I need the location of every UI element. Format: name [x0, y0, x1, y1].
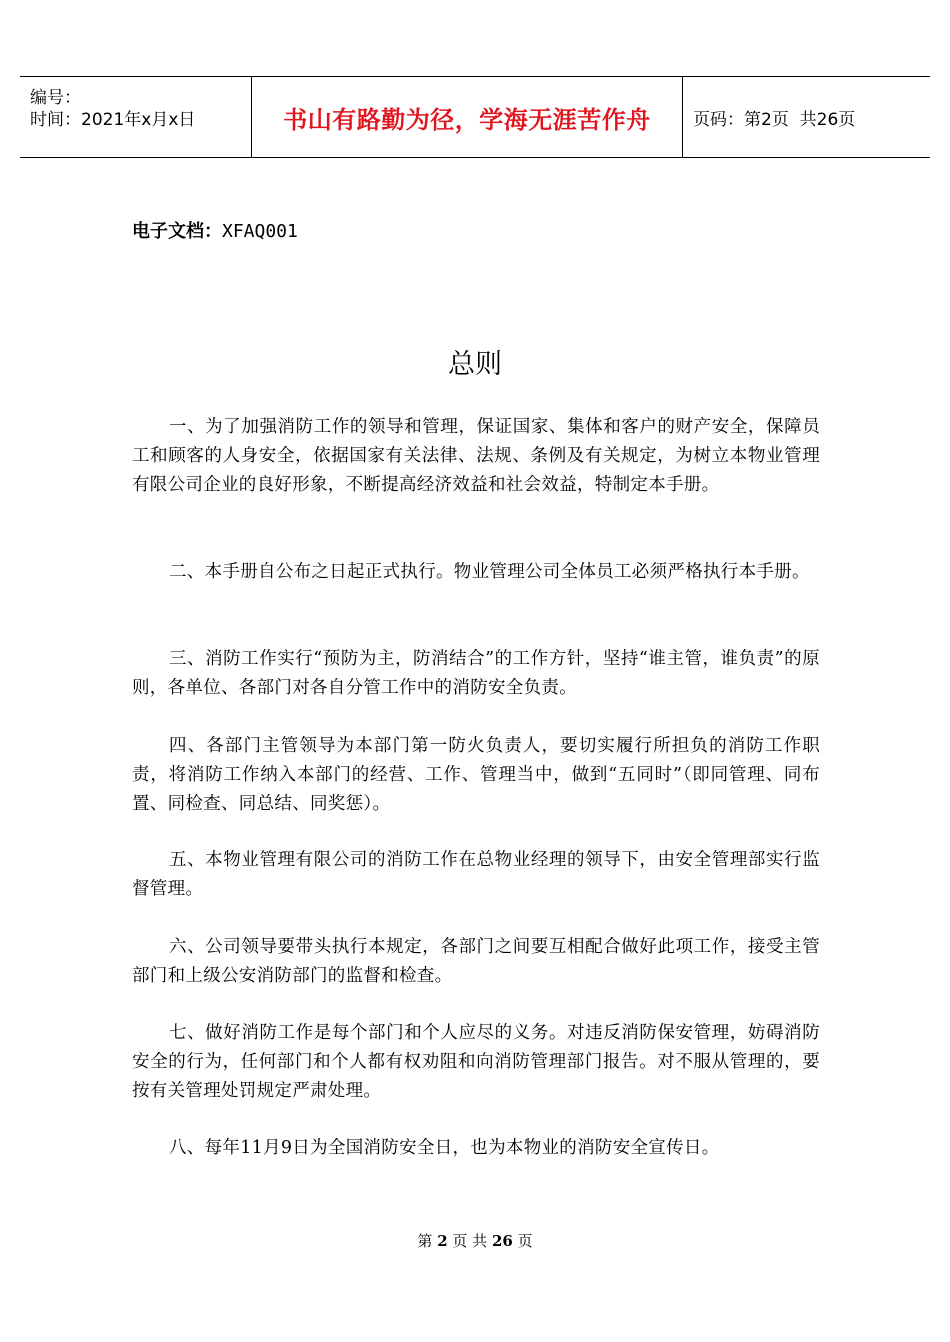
page-title: 总则 — [448, 349, 502, 380]
page-header — [20, 76, 930, 158]
document-time: 时间：2021年x月x日 — [30, 110, 196, 130]
paragraph: 六、公司领导要带头执行本规定，各部门之间要互相配合做好此项工作，接受主管部门和上级公安消防部门的监督和检查。 — [132, 937, 820, 986]
paragraph: 五、本物业管理有限公司的消防工作在总物业经理的领导下，由安全管理部实行监督管理。 — [132, 850, 820, 899]
paragraph: 一、为了加强消防工作的领导和管理，保证国家、集体和客户的财产安全，保障员工和顾客的人身安全，依据国家有关法律、法规、条例及有关规定，为树立本物业管理有限公司企业的良好形象，不断提高经济效益和社会效益，特制定本手册。 — [132, 417, 820, 495]
page-footer — [0, 1230, 950, 1251]
document-id-label: 电子文档： — [132, 221, 222, 242]
document-id — [132, 217, 298, 243]
footer-suffix: 页 — [512, 1232, 533, 1250]
paragraph: 八、每年11月9日为全国消防安全日，也为本物业的消防安全宣传日。 — [169, 1138, 720, 1158]
footer-current-page: 2 — [437, 1232, 448, 1250]
header-page-info: 页码：第2页 共26页 — [693, 109, 856, 130]
document-number-label: 编号： — [30, 88, 81, 108]
footer-total-pages: 26 — [491, 1232, 513, 1250]
header-motto: 书山有路勤为径，学海无涯苦作舟 — [252, 77, 683, 157]
header-meta — [20, 77, 252, 157]
paragraph: 七、做好消防工作是每个部门和个人应尽的义务。对违反消防保安管理，妨碍消防安全的行为，任何部门和个人都有权劝阻和向消防管理部门报告。对不服从管理的，要按有关管理处罚规定严肃处理。 — [132, 1023, 820, 1101]
paragraph: 三、消防工作实行“预防为主，防消结合”的工作方针，坚持“谁主管，谁负责”的原则，各单位、各部门对各自分管工作中的消防安全负责。 — [132, 649, 820, 698]
footer-middle: 页 共 — [447, 1232, 492, 1250]
document-id-code: XFAQ001 — [222, 221, 298, 242]
paragraph: 四、各部门主管领导为本部门第一防火负责人，要切实履行所担负的消防工作职责，将消防工作纳入本部门的经营、工作、管理当中，做到“五同时”（即同管理、同布置、同检查、同总结、同奖惩）。 — [132, 736, 820, 814]
footer-prefix: 第 — [417, 1232, 438, 1250]
paragraph: 二、本手册自公布之日起正式执行。物业管理公司全体员工必须严格执行本手册。 — [169, 562, 810, 582]
